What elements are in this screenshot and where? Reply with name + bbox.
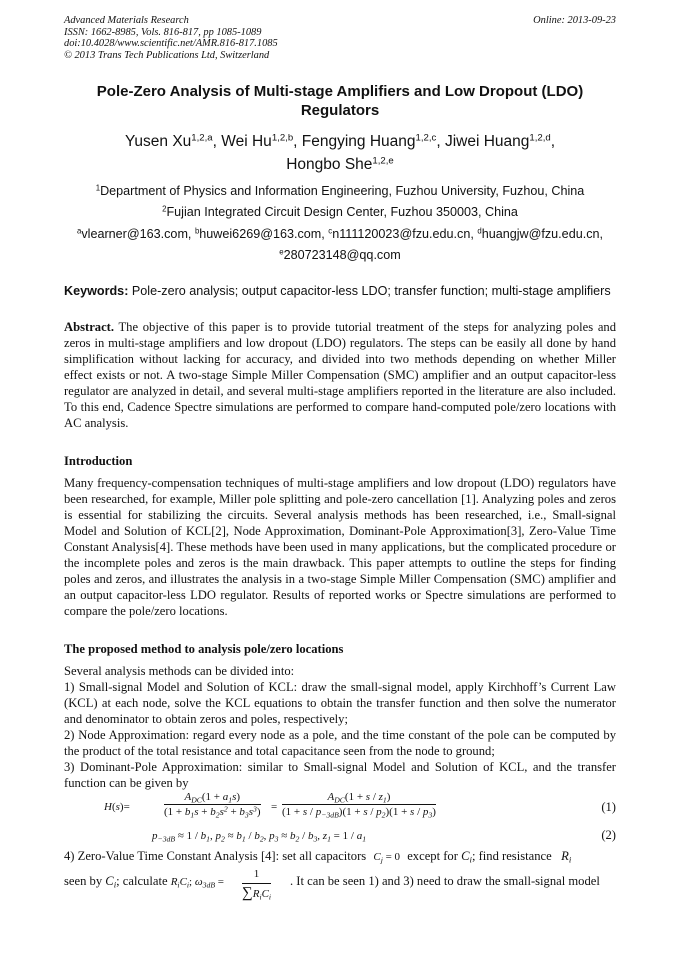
section-heading-introduction: Introduction — [64, 454, 133, 468]
email-sup: b — [194, 226, 200, 236]
author-name: Wei Hu — [221, 133, 272, 150]
affiliation-text: Department of Physics and Information Engineering, Fuzhou University, Fuzhou, China — [100, 184, 585, 198]
journal-doi: doi:10.4028/www.scientific.net/AMR.816-817.1085 — [64, 38, 278, 50]
affiliation-sup: 2 — [162, 204, 167, 214]
eq1-lhs: H(s)= — [104, 801, 130, 813]
title-line-2: Regulators — [300, 102, 380, 119]
item4-math-ci: $C_i$ — [461, 849, 472, 865]
author-sup: 1,2,b — [271, 132, 294, 144]
eq1-fraction-2: $A_{DC}(1 + s / z_1)$ $(1 + s / p_{-3dB})(1 + s / p_2)(1 + s / p_3)$ — [282, 791, 436, 820]
email-e: 280723148@qq.com — [283, 248, 401, 262]
journal-header — [64, 15, 616, 61]
author-sup: 1,2,e — [372, 155, 394, 167]
abstract — [64, 319, 616, 431]
method-item-2: 2) Node Approximation: regard every node as a pole, and the time constant of the pole can be computed by the product of the total resistance and total capacitance seen from the node to ground; — [64, 728, 616, 758]
email-a: vlearner@163.com, — [81, 227, 195, 241]
item4-text-b: except for — [407, 849, 458, 863]
journal-name: Advanced Materials Research — [64, 15, 189, 26]
author-sep: , — [212, 133, 222, 150]
author-sup: 1,2,c — [415, 132, 437, 144]
item4-math-cj: $C_j = 0$ — [373, 851, 401, 865]
keywords-label: Keywords: — [64, 284, 129, 298]
method-item-1: 1) Small-signal Model and Solution of KCL: draw the small-signal model, apply Kirchhoff’s Current Law (KCL) at each node, solve the KCL equations to obtain the transfer function and then solve the numerator and denominator to obtain zeros and poles, respectively; — [64, 680, 616, 726]
affiliation-1 — [64, 183, 616, 199]
item4-math-ri: $R_i$ — [554, 849, 572, 865]
eq2-body: $p_{-3dB} \approx 1 / b_1$, $p_2 \approx b_1 / b_2$, $p_3 \approx b_2 / b_3$, $z_1 = 1 / a_1$ — [152, 830, 367, 844]
author-name: Yusen Xu — [124, 133, 192, 150]
keywords-text: Pole-zero analysis; output capacitor-less LDO; transfer function; multi-stage amplifiers — [128, 284, 611, 298]
eq1-equals: = — [271, 801, 278, 813]
method-item-4-line-2 — [64, 870, 616, 904]
item4-math-ci-2: $C_i$ — [105, 874, 117, 890]
author-name: Fengying Huang — [301, 133, 416, 150]
email-d: huangjw@fzu.edu.cn, — [481, 227, 603, 241]
abstract-label: Abstract. — [64, 320, 115, 334]
author-name: Hongbo She — [286, 156, 373, 173]
email-list — [64, 226, 616, 242]
paper-title — [64, 82, 616, 120]
author-line-2 — [64, 153, 616, 176]
title-line-1: Pole-Zero Analysis of Multi-stage Amplifiers and Low Dropout (LDO) — [96, 83, 584, 100]
online-date: Online: 2013-09-23 — [533, 15, 616, 26]
email-c: n111120023@fzu.edu.cn, — [332, 227, 478, 241]
author-sup: 1,2,d — [529, 132, 551, 144]
author-sup: 1,2,a — [191, 132, 213, 144]
item4-text-e: ; calculate — [116, 874, 168, 888]
email-b: huwei6269@163.com, — [199, 227, 329, 241]
author-sep: , — [293, 133, 302, 150]
affiliation-2 — [64, 204, 616, 220]
method-item-3: 3) Dominant-Pole Approximation: similar to Small-signal Model and Solution of KCL, and the transfer function can be given by — [64, 760, 616, 790]
method-item-4-line-1 — [64, 848, 616, 865]
email-list-line-2 — [64, 247, 616, 263]
journal-issn: ISSN: 1662-8985, Vols. 816-817, pp 1085-1089 — [64, 26, 262, 38]
item4-line-2-text — [64, 873, 224, 890]
item4-text-d: seen by — [64, 874, 103, 888]
author-name: Jiwei Huang — [444, 133, 530, 150]
email-sup: e — [279, 247, 284, 257]
affiliation-text: Fujian Integrated Circuit Design Center, Fuzhou 350003, China — [166, 205, 518, 219]
section-heading-method: The proposed method to analysis pole/zero locations — [64, 642, 344, 656]
introduction-paragraph: Many frequency-compensation techniques of multi-stage amplifiers and low dropout (LDO) regulators have been researched, for example, Miller pole splitting and pole-zero cancellation [1]. Analyzing poles and zeros is essential for stabilizing the circuits. Several analysis methods has been researched, i.e., Small-signal Model and Solution of KCL[2], Node Approximation, Dominant-Pole Approximation[3], Zero-Value Time Constant Analysis[4]. These methods have been used in many applications, but the complicated procedure or the incomplete poles and zeros is the main drawback. This paper attempts to outline the steps for finding poles and zeros, and illustrates the analysis in a two-stage Simple Miller Compensation (SMC) amplifier and an output capacitor-less LDO regulator. Results of reported works or Spectre simulations are performed to compare the pole/zero locations. — [64, 476, 616, 618]
author-sep: , — [550, 133, 556, 150]
item4-omega-fraction: 1 $\sum R_iC_i$ — [242, 868, 272, 902]
item4-math-rici: $R_iC_i$; $\omega_{3dB}$ = — [170, 876, 224, 890]
author-line-1 — [64, 130, 616, 153]
equation-1 — [64, 790, 616, 828]
affiliation-sup: 1 — [95, 183, 101, 193]
abstract-text: The objective of this paper is to provide tutorial treatment of the steps for analyzing poles and zeros in multi-stage amplifiers and low dropout (LDO) regulators. The steps can be easily all done by hand simplification without lacking for accuracy, and divided into two methods depending on whether Miller effect exists or not. A two-stage Simple Miller Compensation (SMC) amplifier and an output capacitor-less regulator are analyzed in detail, and several multi-stage amplifiers reported in the literature are also included. To this end, Cadence Spectre simulations are performed to compare hand-computed pole/zero locations with AC analysis. — [64, 320, 616, 430]
method-intro: Several analysis methods can be divided into: — [64, 664, 295, 678]
equation-2 — [64, 828, 616, 846]
item4-text-c: ; find resistance — [471, 849, 552, 863]
email-sup: c — [328, 226, 333, 236]
eq1-fraction-1: $A_{DC}(1 + a_1s)$ $(1 + b_1s + b_2s^2 + b_3s^3)$ — [164, 791, 261, 820]
email-sup: a — [77, 226, 82, 236]
author-sep: , — [436, 133, 445, 150]
keywords — [64, 283, 616, 299]
email-sup: d — [477, 226, 482, 236]
item4-text-f: . It can be seen 1) and 3) need to draw the small-signal model — [290, 874, 600, 888]
item4-text-a: 4) Zero-Value Time Constant Analysis [4]: set all capacitors — [64, 849, 367, 863]
equation-2-number: (2) — [601, 828, 616, 842]
equation-1-number: (1) — [601, 800, 616, 814]
journal-copyright: © 2013 Trans Tech Publications Ltd, Switzerland — [64, 49, 270, 61]
author-list — [64, 130, 616, 176]
